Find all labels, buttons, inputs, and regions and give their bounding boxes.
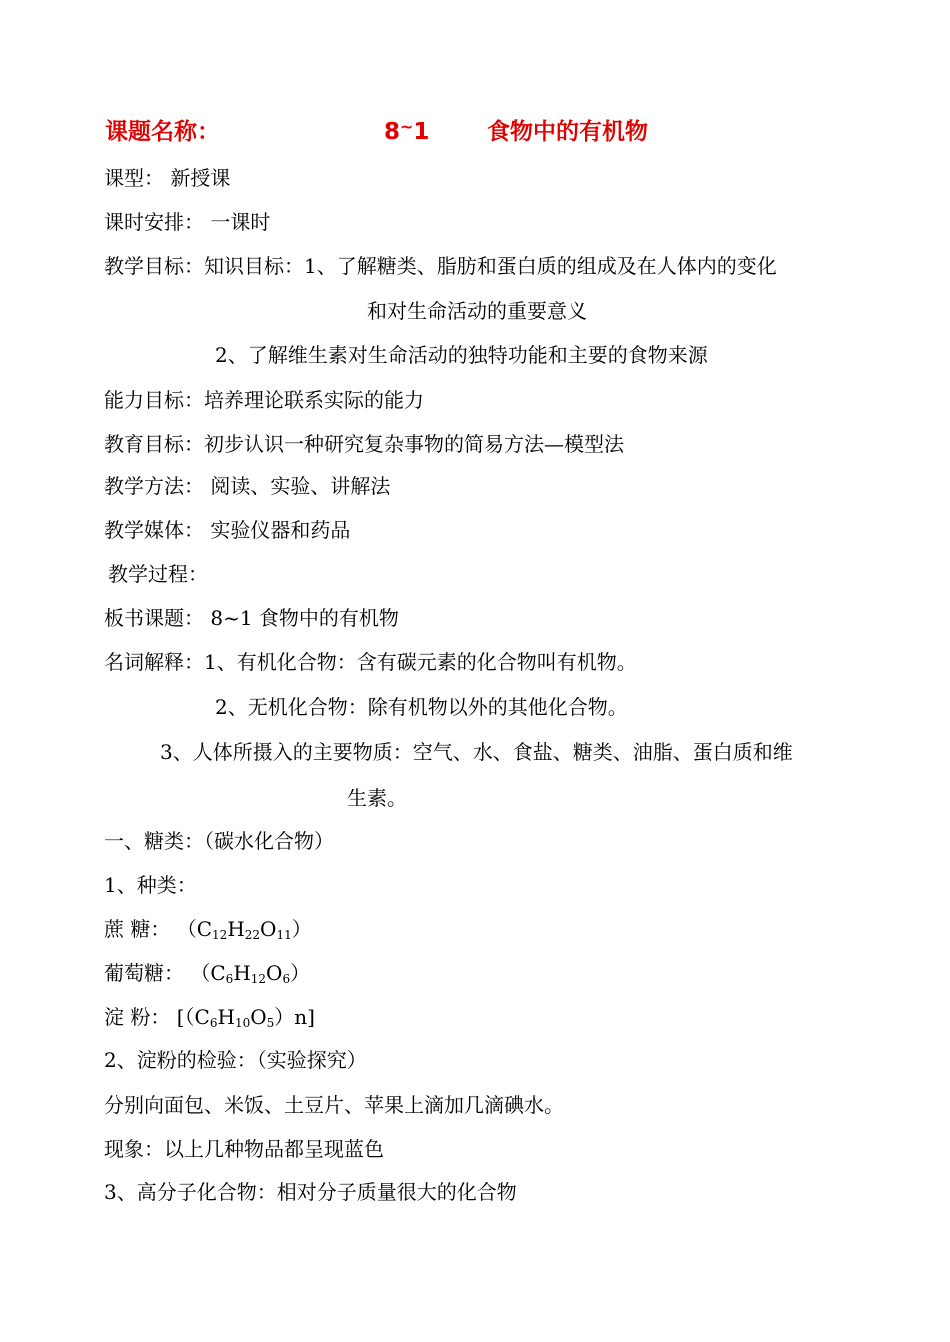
education-goal: 教育目标：初步认识一种研究复杂事物的简易方法—模型法 [104, 432, 624, 456]
starch-c: C [194, 1005, 210, 1029]
sucrose-h: H [227, 917, 245, 941]
knowledge-goal-2: 2、了解维生素对生命活动的独特功能和主要的食物来源 [215, 343, 708, 367]
starch-test: 2、淀粉的检验：（实验探究） [104, 1048, 367, 1072]
formula-sucrose [104, 917, 312, 941]
term-intake: 3、人体所摄入的主要物质：空气、水、食盐、糖类、油脂、蛋白质和维 [160, 740, 793, 764]
glucose-close: ） [290, 961, 311, 985]
glucose-h-sub: 12 [250, 972, 267, 986]
starch-o: O [250, 1005, 267, 1029]
sucrose-c-sub: 12 [212, 928, 228, 942]
sucrose-o-sub: 11 [276, 928, 292, 942]
section-sugars: 一、糖类：（碳水化合物） [104, 829, 334, 853]
title-lesson-name: 食物中的有机物 [487, 119, 648, 145]
glucose-o-sub: 6 [282, 972, 291, 986]
glucose-o: O [266, 961, 283, 985]
term-inorganic: 2、无机化合物：除有机物以外的其他化合物。 [215, 695, 628, 719]
sucrose-h-sub: 22 [244, 928, 261, 942]
title-number-b: 1 [413, 119, 430, 145]
glucose-label: 葡萄糖： （ [104, 961, 211, 985]
teaching-method: 教学方法： 阅读、实验、讲解法 [104, 474, 391, 498]
teaching-media: 教学媒体： 实验仪器和药品 [104, 518, 351, 542]
polymer-definition: 3、高分子化合物：相对分子质量很大的化合物 [104, 1180, 517, 1204]
ability-goal: 能力目标：培养理论联系实际的能力 [104, 388, 424, 412]
formula-glucose [104, 961, 310, 985]
sucrose-close: ） [291, 917, 312, 941]
sucrose-c: C [196, 917, 213, 941]
starch-c-sub: 6 [209, 1016, 218, 1030]
term-intake-continued: 生素。 [347, 786, 407, 810]
starch-label: 淀 粉： [（ [104, 1005, 195, 1029]
glucose-h: H [233, 961, 251, 985]
starch-o-sub: 5 [266, 1016, 275, 1030]
knowledge-goal-1-continued: 和对生命活动的重要意义 [367, 299, 587, 323]
title-label: 课题名称： [105, 119, 220, 145]
term-organic: 名词解释：1、有机化合物：含有碳元素的化合物叫有机物。 [104, 650, 637, 674]
glucose-c-sub: 6 [225, 972, 234, 986]
title-number-a: 8 [384, 119, 401, 145]
starch-close: ）n] [274, 1005, 315, 1029]
knowledge-goal-1: 教学目标：知识目标：1、了解糖类、脂肪和蛋白质的组成及在人体内的变化 [104, 254, 777, 278]
lesson-hours: 课时安排： 一课时 [104, 210, 271, 234]
starch-h-sub: 10 [234, 1016, 251, 1030]
sucrose-label: 蔗 糖： （ [104, 917, 197, 941]
sugar-kinds: 1、种类： [104, 873, 197, 897]
starch-h: H [217, 1005, 235, 1029]
board-topic: 板书课题： 8~1 食物中的有机物 [104, 606, 399, 630]
starch-test-procedure: 分别向面包、米饭、土豆片、苹果上滴加几滴碘水。 [104, 1093, 564, 1117]
starch-test-phenomenon: 现象：以上几种物品都呈现蓝色 [104, 1137, 384, 1161]
formula-starch [104, 1005, 315, 1029]
title-tilde: ~ [400, 117, 414, 136]
glucose-c: C [210, 961, 226, 985]
teaching-process: 教学过程： [108, 562, 208, 586]
sucrose-o: O [260, 917, 277, 941]
title-lesson-number [384, 118, 429, 148]
lesson-type: 课型： 新授课 [104, 166, 231, 190]
